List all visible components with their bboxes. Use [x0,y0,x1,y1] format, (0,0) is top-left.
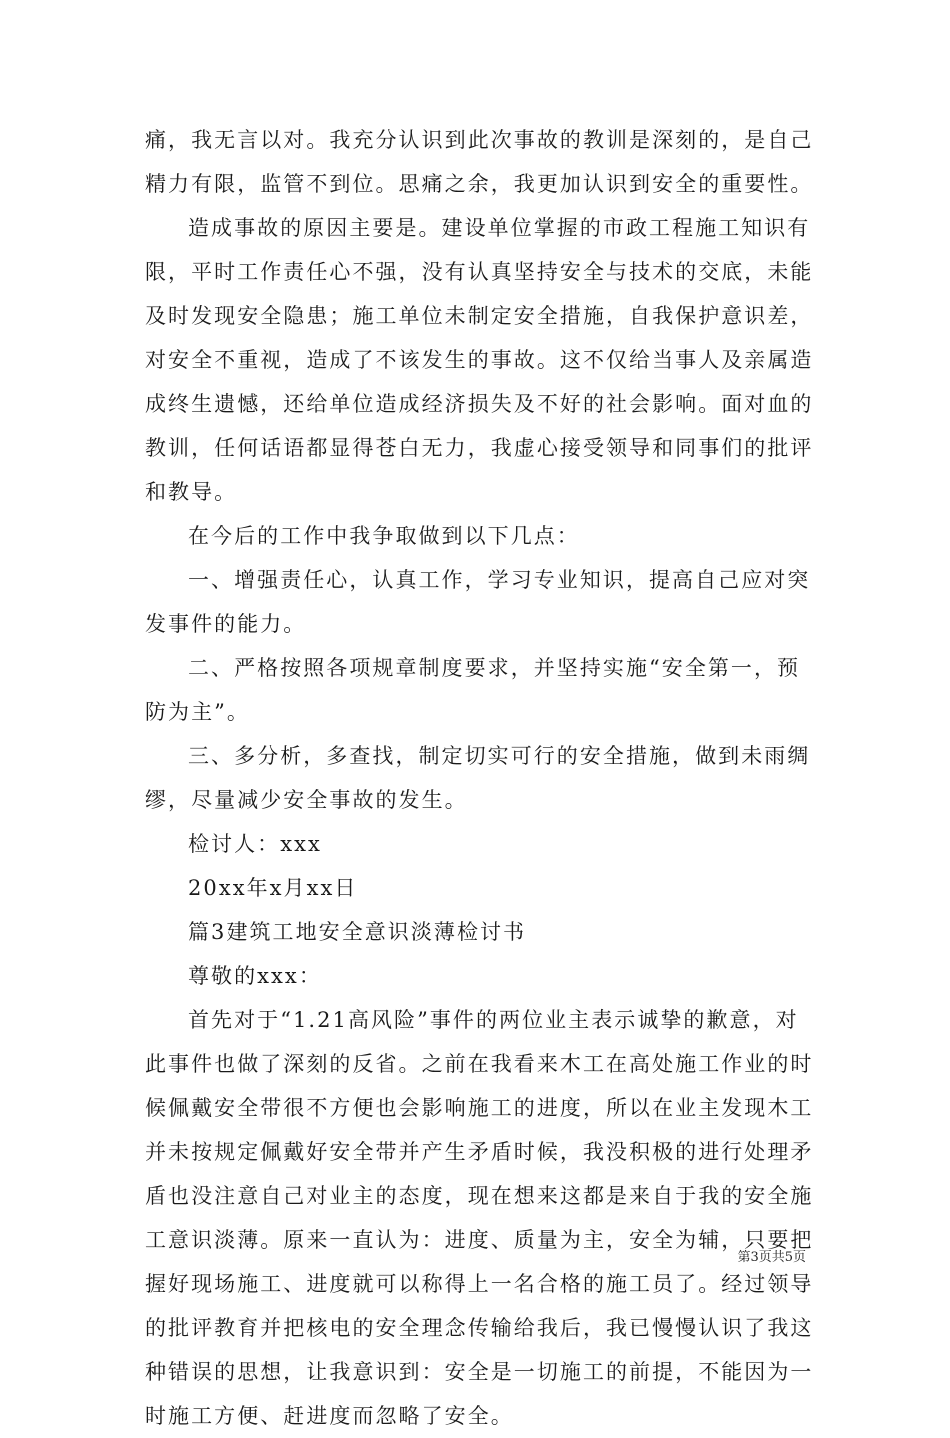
paragraph [145,118,814,206]
text-line: 成终生遗憾，还给单位造成经济损失及不好的社会影响。面对血的 [145,392,814,416]
paragraph [145,206,814,514]
text-line: 首先对于“1.21高风险”事件的两位业主表示诚挚的歉意，对 [188,1008,799,1032]
text-line: 并未按规定佩戴好安全带并产生矛盾时候，我没积极的进行处理矛 [145,1140,814,1164]
text-line: 尊敬的xxx： [188,964,322,988]
text-line: 精力有限，监管不到位。思痛之余，我更加认识到安全的重要性。 [145,172,814,196]
text-line: 造成事故的原因主要是。建设单位掌握的市政工程施工知识有 [188,216,811,240]
text-line: 一、增强责任心，认真工作，学习专业知识，提高自己应对突 [188,568,811,592]
page-number: 第3页共5页 [737,1250,806,1265]
text-line: 候佩戴安全带很不方便也会影响施工的进度，所以在业主发现木工 [145,1096,814,1120]
document-body [145,118,814,1438]
salutation [145,954,810,998]
paragraph [145,514,810,558]
text-line: 痛，我无言以对。我充分认识到此次事故的教训是深刻的，是自己 [145,128,814,152]
date-line [145,866,810,910]
text-line: 检讨人：xxx [188,832,322,856]
text-line: 及时发现安全隐患；施工单位未制定安全措施，自我保护意识差， [145,304,814,328]
text-line: 对安全不重视，造成了不该发生的事故。这不仅给当事人及亲属造 [145,348,814,372]
text-line: 教训，任何话语都显得苍白无力，我虚心接受领导和同事们的批评 [145,436,814,460]
text-line: 二、严格按照各项规章制度要求，并坚持实施“安全第一，预 [188,656,801,680]
text-line: 在今后的工作中我争取做到以下几点： [188,524,580,548]
section-title [145,910,810,954]
paragraph [145,734,810,822]
paragraph [145,558,810,646]
text-line: 限，平时工作责任心不强，没有认真坚持安全与技术的交底，未能 [145,260,814,284]
text-line: 握好现场施工、进度就可以称得上一名合格的施工员了。经过领导 [145,1272,814,1296]
paragraph [145,646,810,734]
text-line: 的批评教育并把核电的安全理念传输给我后，我已慢慢认识了我这 [145,1316,814,1340]
text-line: 缪，尽量减少安全事故的发生。 [145,788,468,812]
text-line: 发事件的能力。 [145,612,307,636]
text-line: 此事件也做了深刻的反省。之前在我看来木工在高处施工作业的时 [145,1052,814,1076]
signature [145,822,810,866]
text-line: 工意识淡薄。原来一直认为：进度、质量为主，安全为辅，只要把 [145,1228,814,1252]
text-line: 种错误的思想，让我意识到：安全是一切施工的前提，不能因为一 [145,1360,814,1384]
text-line: 时施工方便、赶进度而忽略了安全。 [145,1404,514,1428]
text-line: 和教导。 [145,480,238,504]
text-line: 防为主”。 [145,700,250,724]
text-line: 20xx年x月xx日 [188,876,358,900]
text-line: 篇3建筑工地安全意识淡薄检讨书 [188,920,527,944]
text-line: 三、多分析，多查找，制定切实可行的安全措施，做到未雨绸 [188,744,811,768]
text-line: 盾也没注意自己对业主的态度，现在想来这都是来自于我的安全施 [145,1184,814,1208]
paragraph [145,998,814,1438]
